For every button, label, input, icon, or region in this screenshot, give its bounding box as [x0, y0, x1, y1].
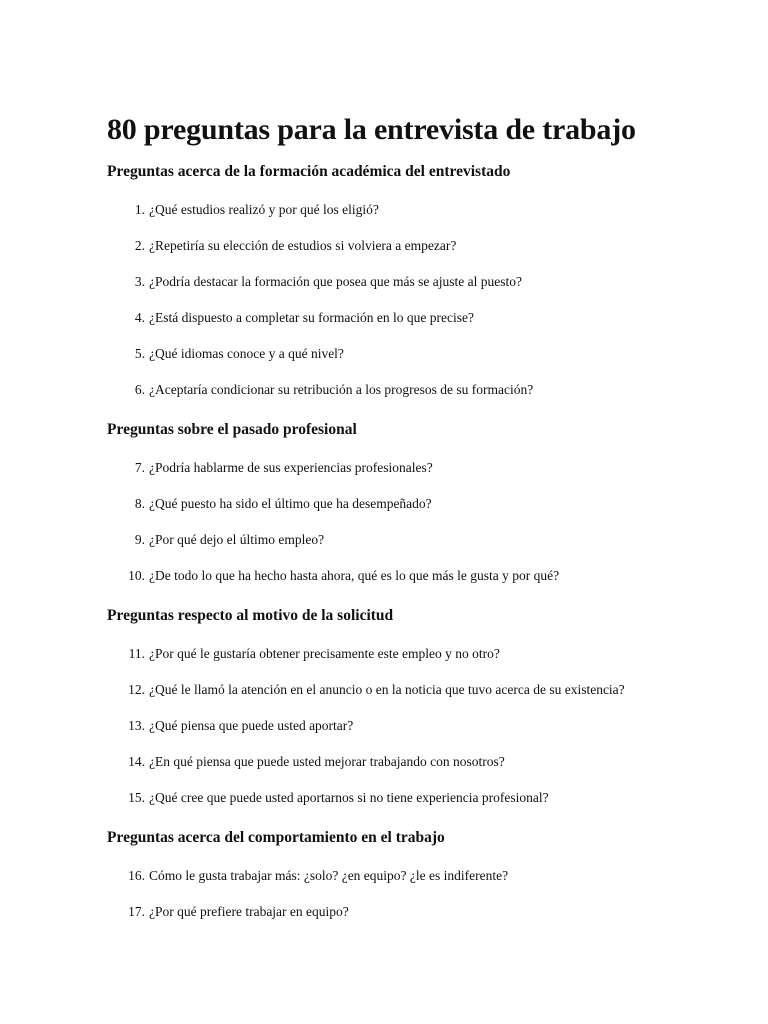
section-comportamiento	[107, 828, 708, 920]
question-item	[107, 382, 708, 398]
question-text: ¿Podría destacar la formación que posea que más se ajuste al puesto?	[149, 274, 522, 289]
question-text: ¿En qué piensa que puede usted mejorar trabajando con nosotros?	[149, 754, 505, 769]
question-item	[107, 754, 708, 770]
question-number: 12.	[128, 682, 145, 697]
question-number: 8.	[134, 496, 145, 511]
question-number: 2.	[134, 238, 145, 253]
question-list	[107, 202, 708, 398]
question-number: 14.	[128, 754, 145, 769]
question-text: ¿Por qué le gustaría obtener precisamente este empleo y no otro?	[149, 646, 500, 661]
section-heading: Preguntas acerca de la formación académica del entrevistado	[107, 163, 511, 180]
question-number: 7.	[134, 460, 145, 475]
section-pasado-profesional	[107, 420, 708, 584]
question-number: 13.	[128, 718, 145, 733]
question-item	[107, 238, 708, 254]
question-text: ¿Por qué prefiere trabajar en equipo?	[149, 904, 349, 919]
question-number: 11.	[128, 646, 145, 661]
question-item	[107, 202, 708, 218]
question-item	[107, 790, 708, 806]
question-list	[107, 646, 708, 806]
question-text: ¿Qué idiomas conoce y a qué nivel?	[149, 346, 344, 361]
question-item	[107, 310, 708, 326]
question-number: 10.	[128, 568, 145, 583]
question-text: ¿De todo lo que ha hecho hasta ahora, qué es lo que más le gusta y por qué?	[149, 568, 560, 583]
question-number: 16.	[128, 868, 145, 883]
question-text: ¿Qué piensa que puede usted aportar?	[149, 718, 354, 733]
question-text: ¿Qué cree que puede usted aportarnos si no tiene experiencia profesional?	[149, 790, 549, 805]
section-motivo-solicitud	[107, 606, 708, 806]
question-text: ¿Por qué dejo el último empleo?	[149, 532, 325, 547]
question-item	[107, 274, 708, 290]
question-text: ¿Qué puesto ha sido el último que ha desempeñado?	[149, 496, 432, 511]
section-heading: Preguntas acerca del comportamiento en el trabajo	[107, 829, 445, 846]
question-number: 4.	[134, 310, 145, 325]
question-text: ¿Podría hablarme de sus experiencias profesionales?	[149, 460, 433, 475]
question-number: 3.	[134, 274, 145, 289]
question-number: 9.	[134, 532, 145, 547]
question-item	[107, 646, 708, 662]
question-item	[107, 868, 708, 884]
question-text: Cómo le gusta trabajar más: ¿solo? ¿en equipo? ¿le es indiferente?	[149, 868, 509, 883]
question-item	[107, 718, 708, 734]
question-list	[107, 460, 708, 584]
section-formacion	[107, 162, 708, 398]
question-number: 6.	[134, 382, 145, 397]
document-title: 80 preguntas para la entrevista de trabajo	[107, 113, 636, 146]
question-item	[107, 346, 708, 362]
question-number: 1.	[134, 202, 145, 217]
question-item	[107, 532, 708, 548]
question-item	[107, 496, 708, 512]
question-text: ¿Repetiría su elección de estudios si volviera a empezar?	[149, 238, 457, 253]
question-number: 5.	[134, 346, 145, 361]
question-text: ¿Qué le llamó la atención en el anuncio o en la noticia que tuvo acerca de su existencia?	[149, 682, 625, 697]
question-text: ¿Qué estudios realizó y por qué los eligió?	[149, 202, 379, 217]
question-item	[107, 568, 708, 584]
question-text: ¿Está dispuesto a completar su formación en lo que precise?	[149, 310, 475, 325]
question-text: ¿Aceptaría condicionar su retribución a los progresos de su formación?	[149, 382, 534, 397]
question-item	[107, 682, 708, 698]
question-number: 17.	[128, 904, 145, 919]
section-heading: Preguntas sobre el pasado profesional	[107, 421, 357, 438]
question-item	[107, 904, 708, 920]
question-list	[107, 868, 708, 920]
question-item	[107, 460, 708, 476]
section-heading: Preguntas respecto al motivo de la solicitud	[107, 607, 394, 624]
question-number: 15.	[128, 790, 145, 805]
